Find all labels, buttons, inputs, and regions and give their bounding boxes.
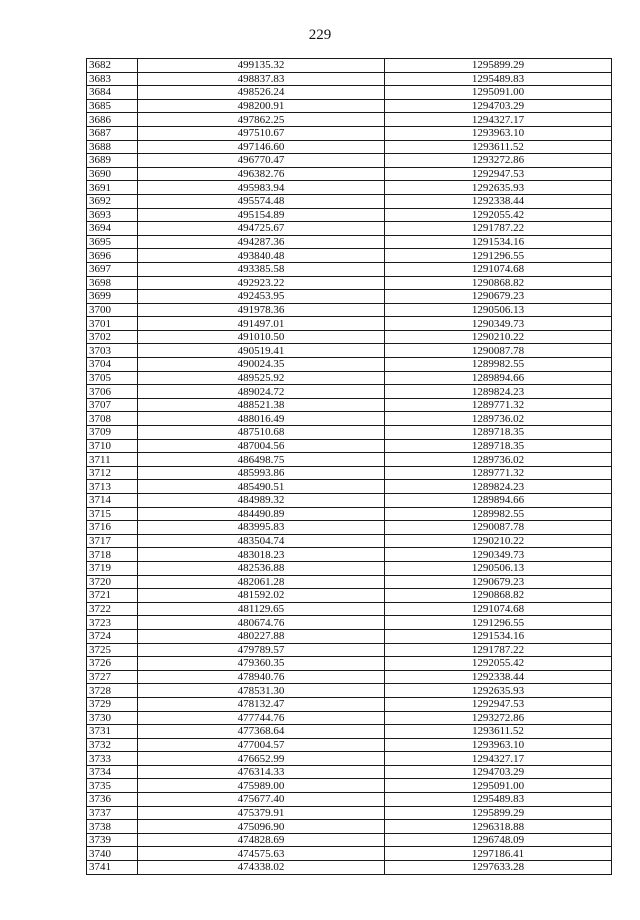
- point-number-cell: 3686: [87, 113, 138, 127]
- y-coordinate-cell: 1291534.16: [385, 235, 612, 249]
- table-row: [87, 697, 612, 711]
- table-row: [87, 725, 612, 739]
- x-coordinate-cell: 477744.76: [138, 711, 385, 725]
- y-coordinate-cell: 1293272.86: [385, 711, 612, 725]
- x-coordinate-cell: 484490.89: [138, 507, 385, 521]
- table-row: [87, 657, 612, 671]
- point-number-cell: 3711: [87, 453, 138, 467]
- x-coordinate-cell: 490024.35: [138, 358, 385, 372]
- point-number-cell: 3699: [87, 290, 138, 304]
- point-number-cell: 3709: [87, 426, 138, 440]
- x-coordinate-cell: 495983.94: [138, 181, 385, 195]
- table-row: [87, 235, 612, 249]
- coordinates-table-body: [87, 59, 612, 875]
- y-coordinate-cell: 1289982.55: [385, 507, 612, 521]
- x-coordinate-cell: 495154.89: [138, 208, 385, 222]
- y-coordinate-cell: 1294703.29: [385, 765, 612, 779]
- table-row: [87, 358, 612, 372]
- point-number-cell: 3691: [87, 181, 138, 195]
- y-coordinate-cell: 1290349.73: [385, 548, 612, 562]
- table-row: [87, 670, 612, 684]
- x-coordinate-cell: 498526.24: [138, 86, 385, 100]
- table-row: [87, 249, 612, 263]
- y-coordinate-cell: 1290679.23: [385, 575, 612, 589]
- y-coordinate-cell: 1289718.35: [385, 426, 612, 440]
- point-number-cell: 3724: [87, 629, 138, 643]
- x-coordinate-cell: 481129.65: [138, 602, 385, 616]
- y-coordinate-cell: 1296748.09: [385, 833, 612, 847]
- x-coordinate-cell: 490519.41: [138, 344, 385, 358]
- point-number-cell: 3708: [87, 412, 138, 426]
- table-row: [87, 412, 612, 426]
- x-coordinate-cell: 476652.99: [138, 752, 385, 766]
- x-coordinate-cell: 496382.76: [138, 167, 385, 181]
- y-coordinate-cell: 1289824.23: [385, 480, 612, 494]
- table-row: [87, 765, 612, 779]
- x-coordinate-cell: 485993.86: [138, 466, 385, 480]
- point-number-cell: 3683: [87, 72, 138, 86]
- y-coordinate-cell: 1289771.32: [385, 398, 612, 412]
- table-row: [87, 494, 612, 508]
- table-row: [87, 548, 612, 562]
- table-row: [87, 317, 612, 331]
- x-coordinate-cell: 492923.22: [138, 276, 385, 290]
- y-coordinate-cell: 1294327.17: [385, 113, 612, 127]
- point-number-cell: 3688: [87, 140, 138, 154]
- y-coordinate-cell: 1291787.22: [385, 643, 612, 657]
- x-coordinate-cell: 498200.91: [138, 99, 385, 113]
- table-row: [87, 276, 612, 290]
- point-number-cell: 3734: [87, 765, 138, 779]
- y-coordinate-cell: 1294703.29: [385, 99, 612, 113]
- y-coordinate-cell: 1290506.13: [385, 303, 612, 317]
- table-row: [87, 181, 612, 195]
- point-number-cell: 3737: [87, 806, 138, 820]
- point-number-cell: 3726: [87, 657, 138, 671]
- x-coordinate-cell: 489024.72: [138, 385, 385, 399]
- y-coordinate-cell: 1293272.86: [385, 154, 612, 168]
- x-coordinate-cell: 497146.60: [138, 140, 385, 154]
- x-coordinate-cell: 493385.58: [138, 262, 385, 276]
- x-coordinate-cell: 483018.23: [138, 548, 385, 562]
- point-number-cell: 3731: [87, 725, 138, 739]
- table-row: [87, 861, 612, 875]
- x-coordinate-cell: 475379.91: [138, 806, 385, 820]
- y-coordinate-cell: 1292635.93: [385, 181, 612, 195]
- point-number-cell: 3705: [87, 371, 138, 385]
- x-coordinate-cell: 482536.88: [138, 561, 385, 575]
- y-coordinate-cell: 1294327.17: [385, 752, 612, 766]
- table-row: [87, 140, 612, 154]
- table-row: [87, 262, 612, 276]
- y-coordinate-cell: 1289824.23: [385, 385, 612, 399]
- table-row: [87, 629, 612, 643]
- point-number-cell: 3717: [87, 534, 138, 548]
- point-number-cell: 3692: [87, 194, 138, 208]
- point-number-cell: 3684: [87, 86, 138, 100]
- y-coordinate-cell: 1289718.35: [385, 439, 612, 453]
- y-coordinate-cell: 1289736.02: [385, 453, 612, 467]
- x-coordinate-cell: 478940.76: [138, 670, 385, 684]
- x-coordinate-cell: 478132.47: [138, 697, 385, 711]
- point-number-cell: 3707: [87, 398, 138, 412]
- table-row: [87, 385, 612, 399]
- point-number-cell: 3713: [87, 480, 138, 494]
- point-number-cell: 3740: [87, 847, 138, 861]
- x-coordinate-cell: 498837.83: [138, 72, 385, 86]
- point-number-cell: 3690: [87, 167, 138, 181]
- table-row: [87, 330, 612, 344]
- table-row: [87, 167, 612, 181]
- point-number-cell: 3697: [87, 262, 138, 276]
- y-coordinate-cell: 1289894.66: [385, 371, 612, 385]
- x-coordinate-cell: 487004.56: [138, 439, 385, 453]
- x-coordinate-cell: 476314.33: [138, 765, 385, 779]
- point-number-cell: 3718: [87, 548, 138, 562]
- table-row: [87, 344, 612, 358]
- y-coordinate-cell: 1295489.83: [385, 72, 612, 86]
- table-row: [87, 534, 612, 548]
- x-coordinate-cell: 475989.00: [138, 779, 385, 793]
- table-row: [87, 426, 612, 440]
- x-coordinate-cell: 492453.95: [138, 290, 385, 304]
- x-coordinate-cell: 488016.49: [138, 412, 385, 426]
- x-coordinate-cell: 479360.35: [138, 657, 385, 671]
- x-coordinate-cell: 494287.36: [138, 235, 385, 249]
- table-row: [87, 126, 612, 140]
- y-coordinate-cell: 1291787.22: [385, 222, 612, 236]
- table-row: [87, 643, 612, 657]
- point-number-cell: 3719: [87, 561, 138, 575]
- x-coordinate-cell: 491978.36: [138, 303, 385, 317]
- table-row: [87, 222, 612, 236]
- y-coordinate-cell: 1293611.52: [385, 725, 612, 739]
- table-row: [87, 589, 612, 603]
- x-coordinate-cell: 491497.01: [138, 317, 385, 331]
- y-coordinate-cell: 1290679.23: [385, 290, 612, 304]
- table-row: [87, 113, 612, 127]
- x-coordinate-cell: 486498.75: [138, 453, 385, 467]
- table-row: [87, 616, 612, 630]
- point-number-cell: 3693: [87, 208, 138, 222]
- y-coordinate-cell: 1292635.93: [385, 684, 612, 698]
- table-row: [87, 371, 612, 385]
- y-coordinate-cell: 1295091.00: [385, 779, 612, 793]
- x-coordinate-cell: 475677.40: [138, 793, 385, 807]
- x-coordinate-cell: 495574.48: [138, 194, 385, 208]
- point-number-cell: 3735: [87, 779, 138, 793]
- x-coordinate-cell: 483504.74: [138, 534, 385, 548]
- point-number-cell: 3698: [87, 276, 138, 290]
- page-number: 229: [308, 27, 332, 43]
- table-row: [87, 561, 612, 575]
- x-coordinate-cell: 480674.76: [138, 616, 385, 630]
- table-row: [87, 738, 612, 752]
- point-number-cell: 3714: [87, 494, 138, 508]
- table-row: [87, 208, 612, 222]
- y-coordinate-cell: 1289736.02: [385, 412, 612, 426]
- point-number-cell: 3728: [87, 684, 138, 698]
- point-number-cell: 3685: [87, 99, 138, 113]
- point-number-cell: 3700: [87, 303, 138, 317]
- y-coordinate-cell: 1295899.29: [385, 806, 612, 820]
- point-number-cell: 3720: [87, 575, 138, 589]
- y-coordinate-cell: 1291296.55: [385, 249, 612, 263]
- table-row: [87, 684, 612, 698]
- y-coordinate-cell: 1291296.55: [385, 616, 612, 630]
- table-row: [87, 59, 612, 73]
- x-coordinate-cell: 491010.50: [138, 330, 385, 344]
- x-coordinate-cell: 477004.57: [138, 738, 385, 752]
- table-row: [87, 847, 612, 861]
- table-row: [87, 439, 612, 453]
- point-number-cell: 3710: [87, 439, 138, 453]
- table-row: [87, 779, 612, 793]
- x-coordinate-cell: 499135.32: [138, 59, 385, 73]
- point-number-cell: 3695: [87, 235, 138, 249]
- x-coordinate-cell: 478531.30: [138, 684, 385, 698]
- x-coordinate-cell: 482061.28: [138, 575, 385, 589]
- y-coordinate-cell: 1292055.42: [385, 657, 612, 671]
- point-number-cell: 3736: [87, 793, 138, 807]
- table-row: [87, 820, 612, 834]
- point-number-cell: 3701: [87, 317, 138, 331]
- point-number-cell: 3716: [87, 521, 138, 535]
- point-number-cell: 3715: [87, 507, 138, 521]
- x-coordinate-cell: 485490.51: [138, 480, 385, 494]
- table-row: [87, 521, 612, 535]
- x-coordinate-cell: 484989.32: [138, 494, 385, 508]
- point-number-cell: 3702: [87, 330, 138, 344]
- y-coordinate-cell: 1290210.22: [385, 534, 612, 548]
- y-coordinate-cell: 1293611.52: [385, 140, 612, 154]
- table-row: [87, 99, 612, 113]
- point-number-cell: 3703: [87, 344, 138, 358]
- point-number-cell: 3727: [87, 670, 138, 684]
- table-row: [87, 711, 612, 725]
- point-number-cell: 3694: [87, 222, 138, 236]
- y-coordinate-cell: 1291074.68: [385, 262, 612, 276]
- x-coordinate-cell: 497510.67: [138, 126, 385, 140]
- y-coordinate-cell: 1295899.29: [385, 59, 612, 73]
- x-coordinate-cell: 474828.69: [138, 833, 385, 847]
- y-coordinate-cell: 1293963.10: [385, 738, 612, 752]
- x-coordinate-cell: 497862.25: [138, 113, 385, 127]
- point-number-cell: 3689: [87, 154, 138, 168]
- x-coordinate-cell: 488521.38: [138, 398, 385, 412]
- y-coordinate-cell: 1292338.44: [385, 670, 612, 684]
- table-row: [87, 793, 612, 807]
- table-row: [87, 480, 612, 494]
- x-coordinate-cell: 487510.68: [138, 426, 385, 440]
- x-coordinate-cell: 475096.90: [138, 820, 385, 834]
- point-number-cell: 3733: [87, 752, 138, 766]
- y-coordinate-cell: 1291074.68: [385, 602, 612, 616]
- y-coordinate-cell: 1290868.82: [385, 276, 612, 290]
- y-coordinate-cell: 1295091.00: [385, 86, 612, 100]
- x-coordinate-cell: 493840.48: [138, 249, 385, 263]
- y-coordinate-cell: 1295489.83: [385, 793, 612, 807]
- x-coordinate-cell: 489525.92: [138, 371, 385, 385]
- x-coordinate-cell: 474338.02: [138, 861, 385, 875]
- x-coordinate-cell: 494725.67: [138, 222, 385, 236]
- y-coordinate-cell: 1290349.73: [385, 317, 612, 331]
- x-coordinate-cell: 481592.02: [138, 589, 385, 603]
- table-row: [87, 507, 612, 521]
- y-coordinate-cell: 1290210.22: [385, 330, 612, 344]
- y-coordinate-cell: 1292338.44: [385, 194, 612, 208]
- table-row: [87, 290, 612, 304]
- table-row: [87, 453, 612, 467]
- y-coordinate-cell: 1293963.10: [385, 126, 612, 140]
- y-coordinate-cell: 1290087.78: [385, 521, 612, 535]
- table-row: [87, 398, 612, 412]
- y-coordinate-cell: 1292055.42: [385, 208, 612, 222]
- table-row: [87, 466, 612, 480]
- point-number-cell: 3712: [87, 466, 138, 480]
- point-number-cell: 3722: [87, 602, 138, 616]
- point-number-cell: 3696: [87, 249, 138, 263]
- table-row: [87, 194, 612, 208]
- point-number-cell: 3725: [87, 643, 138, 657]
- y-coordinate-cell: 1289894.66: [385, 494, 612, 508]
- x-coordinate-cell: 480227.88: [138, 629, 385, 643]
- y-coordinate-cell: 1292947.53: [385, 167, 612, 181]
- table-row: [87, 806, 612, 820]
- point-number-cell: 3732: [87, 738, 138, 752]
- table-row: [87, 602, 612, 616]
- table-row: [87, 86, 612, 100]
- table-row: [87, 303, 612, 317]
- point-number-cell: 3739: [87, 833, 138, 847]
- point-number-cell: 3738: [87, 820, 138, 834]
- x-coordinate-cell: 496770.47: [138, 154, 385, 168]
- point-number-cell: 3723: [87, 616, 138, 630]
- x-coordinate-cell: 474575.63: [138, 847, 385, 861]
- y-coordinate-cell: 1290868.82: [385, 589, 612, 603]
- coordinates-table: [86, 58, 612, 875]
- y-coordinate-cell: 1292947.53: [385, 697, 612, 711]
- y-coordinate-cell: 1296318.88: [385, 820, 612, 834]
- point-number-cell: 3687: [87, 126, 138, 140]
- y-coordinate-cell: 1289771.32: [385, 466, 612, 480]
- x-coordinate-cell: 477368.64: [138, 725, 385, 739]
- table-row: [87, 154, 612, 168]
- y-coordinate-cell: 1290087.78: [385, 344, 612, 358]
- x-coordinate-cell: 483995.83: [138, 521, 385, 535]
- table-row: [87, 72, 612, 86]
- table-row: [87, 752, 612, 766]
- point-number-cell: 3706: [87, 385, 138, 399]
- point-number-cell: 3730: [87, 711, 138, 725]
- point-number-cell: 3741: [87, 861, 138, 875]
- y-coordinate-cell: 1297633.28: [385, 861, 612, 875]
- point-number-cell: 3704: [87, 358, 138, 372]
- y-coordinate-cell: 1291534.16: [385, 629, 612, 643]
- table-row: [87, 575, 612, 589]
- point-number-cell: 3682: [87, 59, 138, 73]
- point-number-cell: 3729: [87, 697, 138, 711]
- y-coordinate-cell: 1290506.13: [385, 561, 612, 575]
- table-row: [87, 833, 612, 847]
- x-coordinate-cell: 479789.57: [138, 643, 385, 657]
- y-coordinate-cell: 1297186.41: [385, 847, 612, 861]
- point-number-cell: 3721: [87, 589, 138, 603]
- y-coordinate-cell: 1289982.55: [385, 358, 612, 372]
